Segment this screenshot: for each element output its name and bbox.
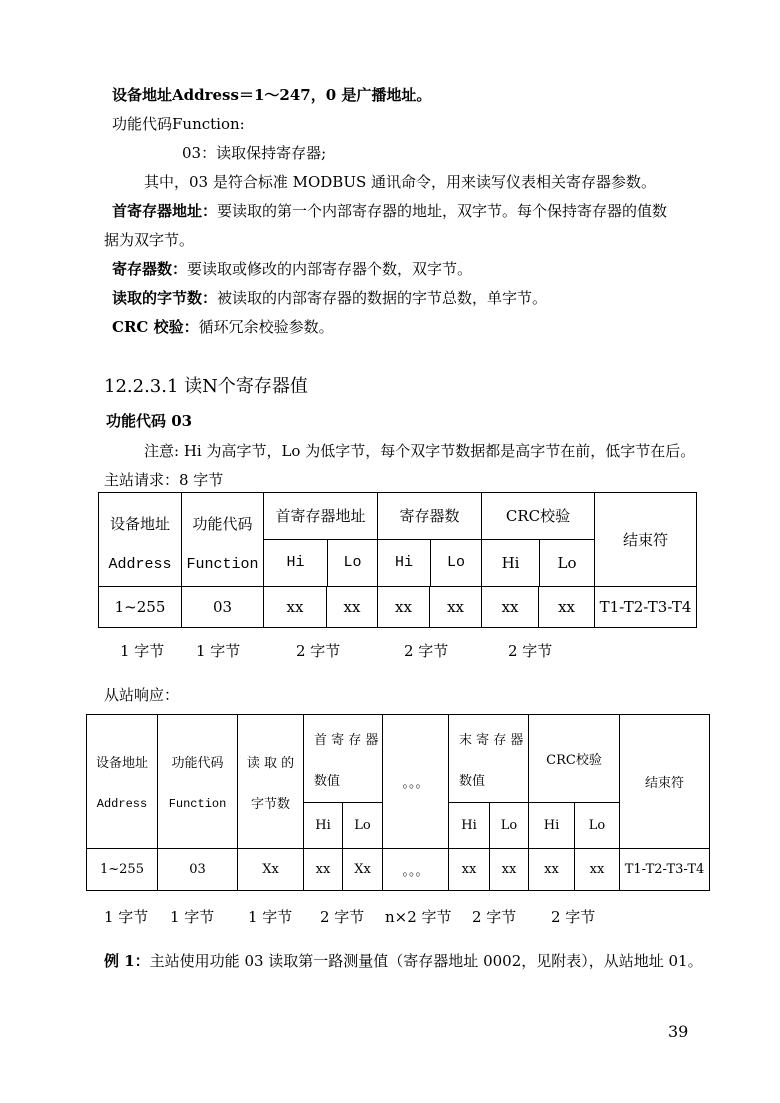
response-header-last-register xyxy=(449,715,529,803)
response-header-last-register-1: 末 寄 存 器 xyxy=(459,732,524,748)
request-bytes-start: 2 字节 xyxy=(296,642,341,660)
response-value-byte-count: Xx xyxy=(238,849,304,891)
response-label: 从站响应： xyxy=(104,686,180,704)
response-value-last-lo: xx xyxy=(490,849,529,891)
page-number: 39 xyxy=(668,1022,689,1041)
response-bytes-last: 2 字节 xyxy=(472,908,517,926)
request-header-register-count-label: 寄存器数 xyxy=(378,493,481,540)
response-first-lo: Lo xyxy=(343,803,383,849)
crc-definition xyxy=(112,316,334,337)
response-first-hi: Hi xyxy=(304,803,343,849)
response-header-first-register-1: 首 寄 存 器 xyxy=(314,732,379,748)
bytes-read-definition xyxy=(112,287,547,308)
request-header-crc xyxy=(482,493,595,587)
request-bytes-crc: 2 字节 xyxy=(508,642,553,660)
response-header-address-en: Address xyxy=(96,797,148,811)
response-header-byte-count-1: 读 取 的 xyxy=(246,755,295,771)
request-crc-lo: Lo xyxy=(557,554,577,572)
response-crc-hi: Hi xyxy=(529,803,575,849)
response-bytes-function: 1 字节 xyxy=(170,908,215,926)
crc-label: CRC 校验： xyxy=(112,318,199,336)
response-header-ellipsis: 。。。 xyxy=(383,715,449,849)
response-value-address: 1~255 xyxy=(87,849,158,891)
response-header-function xyxy=(158,715,238,849)
response-bytes-first: 2 字节 xyxy=(320,908,365,926)
request-bytes-address: 1 字节 xyxy=(120,642,165,660)
request-value-crc-hi: xx xyxy=(482,587,539,628)
request-header-address xyxy=(99,493,182,587)
register-count-label: 寄存器数： xyxy=(112,260,188,278)
response-header-byte-count-2: 字节数 xyxy=(250,796,290,812)
response-header-end: 结束符 xyxy=(620,715,710,849)
response-value-function: 03 xyxy=(158,849,238,891)
response-bytes-crc: 2 字节 xyxy=(551,908,596,926)
response-header-last-register-2: 数值 xyxy=(459,773,486,789)
register-count-text: 要读取或修改的内部寄存器个数，双字节。 xyxy=(187,260,473,278)
response-last-lo: Lo xyxy=(490,803,529,849)
request-header-end: 结束符 xyxy=(595,493,697,587)
request-header-function-cn: 功能代码 xyxy=(192,514,253,533)
response-header-function-en: Function xyxy=(168,797,227,811)
request-header-address-cn: 设备地址 xyxy=(109,514,170,533)
first-register-definition xyxy=(112,200,667,221)
response-header-address xyxy=(87,715,158,849)
byte-order-note: 注意: Hi 为高字节，Lo 为低字节，每个双字节数据都是高字节在前，低字节在后。 xyxy=(144,442,696,460)
request-header-crc-label: CRC校验 xyxy=(482,493,594,540)
response-last-hi: Hi xyxy=(449,803,490,849)
modbus-note: 其中，03 是符合标准 MODBUS 通讯命令，用来读写仪表相关寄存器参数。 xyxy=(144,173,657,191)
response-bytes-byte-count: 1 字节 xyxy=(248,908,293,926)
request-header-start-register xyxy=(264,493,378,587)
response-header-first-register-2: 数值 xyxy=(314,773,341,789)
request-value-start-lo: xx xyxy=(327,587,378,628)
response-bytes-registers: n×2 字节 xyxy=(385,908,452,926)
response-header-crc: CRC校验 xyxy=(529,715,620,803)
response-value-first-hi: xx xyxy=(304,849,343,891)
first-register-definition-cont: 据为双字节。 xyxy=(104,231,195,249)
bytes-read-text: 被读取的内部寄存器的数据的字节总数，单字节。 xyxy=(217,289,548,307)
request-bytes-count: 2 字节 xyxy=(404,642,449,660)
response-header-address-cn: 设备地址 xyxy=(95,756,148,771)
response-header-byte-count xyxy=(238,715,304,849)
first-register-label: 首寄存器地址： xyxy=(112,202,218,220)
request-value-count-lo: xx xyxy=(430,587,482,628)
request-header-function-en: Function xyxy=(186,555,259,573)
bytes-read-label: 读取的字节数： xyxy=(112,289,218,307)
response-table xyxy=(86,714,710,891)
response-value-crc-hi: xx xyxy=(529,849,575,891)
example-text: 主站使用功能 03 读取第一路测量值（寄存器地址 0002，见附表），从站地址 01。 xyxy=(149,952,703,970)
request-header-address-en: Address xyxy=(108,555,172,573)
response-value-end: T1-T2-T3-T4 xyxy=(620,849,710,891)
function-definition: 功能代码Function: xyxy=(112,115,245,133)
response-header-first-register xyxy=(304,715,383,803)
response-value-crc-lo: xx xyxy=(575,849,620,891)
request-value-count-hi: xx xyxy=(378,587,430,628)
request-value-start-hi: xx xyxy=(264,587,327,628)
request-header-function xyxy=(182,493,264,587)
crc-text: 循环冗余校验参数。 xyxy=(198,318,334,336)
response-header-function-cn: 功能代码 xyxy=(171,756,224,771)
register-count-definition xyxy=(112,258,472,279)
request-crc-hi: Hi xyxy=(482,540,540,586)
request-header-register-count xyxy=(378,493,482,587)
response-value-first-lo: Xx xyxy=(343,849,383,891)
request-header-start-register-label: 首寄存器地址 xyxy=(264,493,377,540)
request-value-crc-lo: xx xyxy=(539,587,595,628)
response-value-ellipsis: 。。。 xyxy=(383,849,449,891)
response-value-last-hi: xx xyxy=(449,849,490,891)
response-bytes-address: 1 字节 xyxy=(104,908,149,926)
request-start-hi: Hi xyxy=(264,540,328,586)
request-count-lo: Lo xyxy=(447,554,466,571)
request-bytes-function: 1 字节 xyxy=(196,642,241,660)
request-start-lo: Lo xyxy=(343,554,362,571)
response-crc-lo: Lo xyxy=(575,803,620,849)
section-subheading: 功能代码 03 xyxy=(106,412,193,430)
example-1 xyxy=(104,950,703,971)
first-register-text: 要读取的第一个内部寄存器的地址，双字节。每个保持寄存器的值数 xyxy=(217,202,668,220)
address-definition: 设备地址Address＝1～247，0 是广播地址。 xyxy=(112,86,432,104)
request-value-function: 03 xyxy=(182,587,264,628)
section-heading: 12.2.3.1 读N个寄存器值 xyxy=(104,376,308,397)
function-03-definition: 03：读取保持寄存器; xyxy=(182,144,327,162)
example-label: 例 1： xyxy=(104,952,150,970)
request-table xyxy=(98,492,697,628)
request-value-end: T1-T2-T3-T4 xyxy=(595,587,697,628)
request-label: 主站请求：8 字节 xyxy=(104,471,224,489)
request-value-address: 1~255 xyxy=(99,587,182,628)
request-count-hi: Hi xyxy=(378,540,431,586)
